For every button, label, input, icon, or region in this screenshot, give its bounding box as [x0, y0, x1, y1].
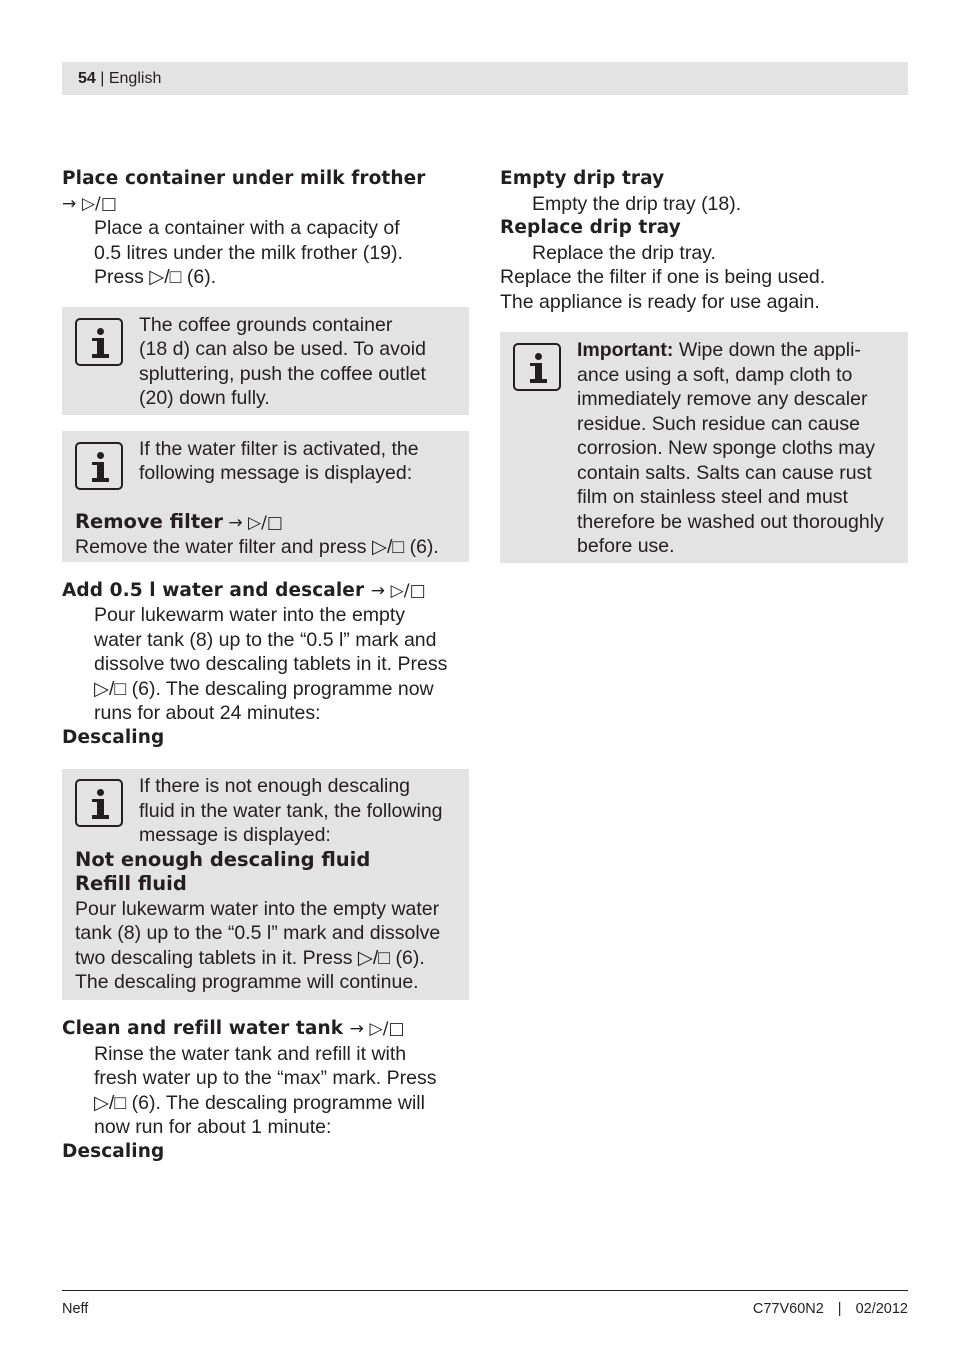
section-place-container — [62, 167, 469, 290]
display-message: Not enough descaling fluid — [75, 847, 371, 871]
footer-brand: Neff — [62, 1301, 89, 1317]
page-number: 54 — [78, 70, 96, 87]
section-heading: Clean and refill water tank → ▷/□ — [62, 1018, 405, 1039]
note-message: Not enough descaling fluid Refill fluid Pour lukewarm water into the empty water tank (8) up to the “0.5 l” mark and dissolve two descaling tablets in it. Press ▷/□ (6). The descaling programme will continue. — [62, 848, 469, 995]
info-note-important — [500, 332, 908, 563]
page-header — [62, 62, 908, 95]
section-heading: Place container under milk frother — [62, 168, 426, 189]
note-text: If there is not enough descaling fluid in the water tank, the following message is displayed: — [139, 775, 443, 846]
section-body: Pour lukewarm water into the empty water tank (8) up to the “0.5 l” mark and dissolve two descaling tablets in it. Press ▷/□ (6). The descaling programme now runs for about 24 minutes: — [94, 604, 448, 724]
header-language: English — [108, 70, 162, 87]
note-text: If the water filter is activated, the following message is displayed: — [139, 437, 419, 484]
section-heading: Replace drip tray — [500, 217, 681, 238]
section-clean-refill — [62, 1017, 469, 1164]
section-body: Place a container with a capacity of 0.5 litres under the milk frother (19). Press ▷/□ (6). — [94, 217, 403, 288]
right-column — [500, 167, 908, 563]
section-body: Rinse the water tank and refill it with fresh water up to the “max” mark. Press ▷/□ (6). The descaling programme will now run for about 1 minute: — [94, 1042, 437, 1138]
section-heading: Empty drip tray — [500, 168, 665, 189]
section-body: Replace the drip tray. — [532, 241, 716, 264]
heading-symbol: → ▷/□ — [62, 193, 118, 214]
note-text: The coffee grounds container (18 d) can also be used. To avoid spluttering, push the coffee outlet (20) down fully. — [139, 313, 426, 409]
display-status: Descaling — [62, 726, 165, 748]
footer-divider — [62, 1290, 908, 1291]
display-message: Refill fluid — [75, 872, 187, 895]
note-message: Remove filter → ▷/□ Remove the water filter and press ▷/□ (6). — [75, 509, 439, 558]
plain-text: Replace the filter if one is being used. — [500, 266, 826, 288]
info-note-coffee-grounds — [62, 307, 469, 415]
edition-date: 02/2012 — [855, 1301, 908, 1317]
info-icon — [75, 318, 123, 366]
info-icon — [75, 779, 123, 827]
display-status: Descaling — [62, 1140, 165, 1162]
display-message: Remove filter — [75, 509, 223, 533]
section-add-water-descaler — [62, 579, 469, 751]
section-body: Empty the drip tray (18). — [532, 192, 742, 215]
plain-text: The appliance is ready for use again. — [500, 290, 820, 313]
info-icon — [513, 343, 561, 391]
header-separator: | — [100, 70, 105, 87]
info-icon — [75, 442, 123, 490]
section-heading: Add 0.5 l water and descaler → ▷/□ — [62, 579, 426, 601]
model-number: C77V60N2 — [752, 1301, 824, 1317]
info-note-water-filter — [62, 431, 469, 562]
left-column — [62, 167, 469, 1164]
info-note-descaling-fluid — [62, 769, 469, 1000]
note-text: Important: Wipe down the appli- ance using a soft, damp cloth to immediately remove any descaler residue. Such residue can cause corrosion. New sponge cloths may contain salts. Salts can cause rust film on stainless steel and must therefore be washed out thoroughly before use. — [577, 339, 884, 557]
footer-model-date: C77V60N2 | 02/2012 — [752, 1301, 908, 1317]
